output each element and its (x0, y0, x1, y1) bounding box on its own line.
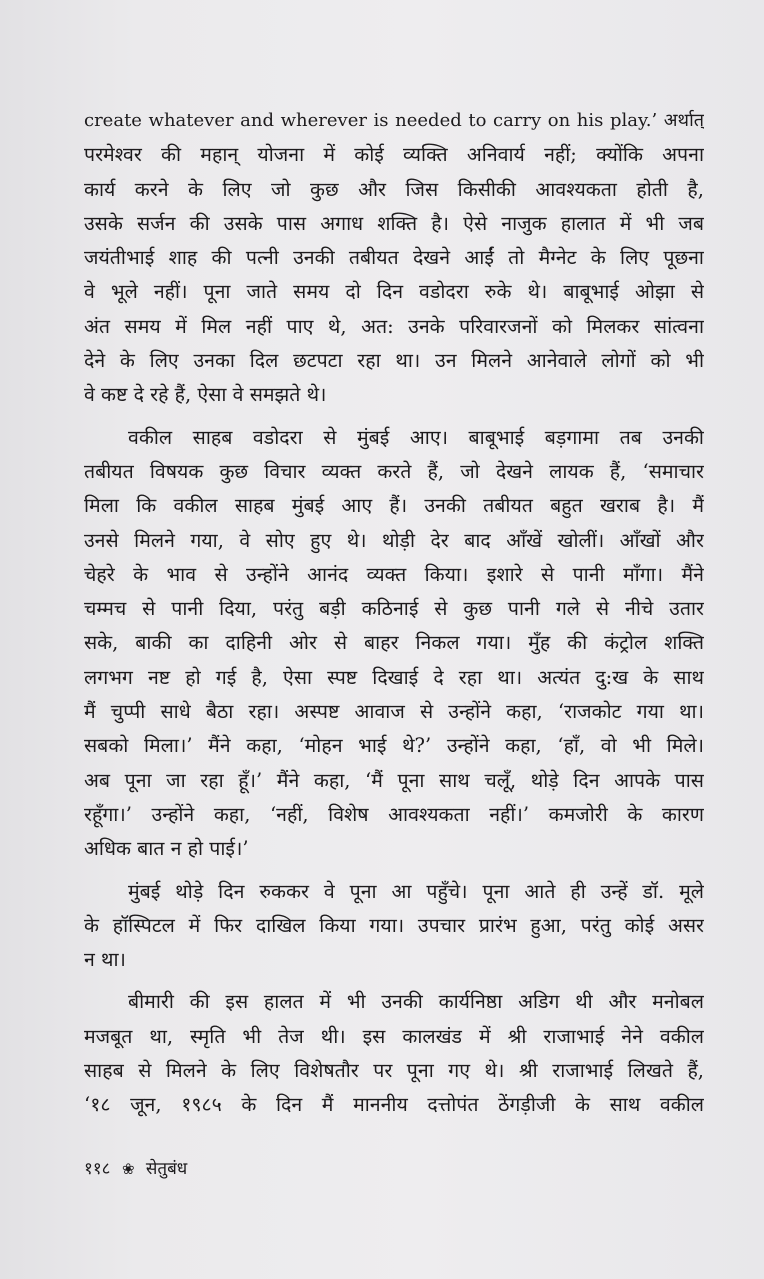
paragraph (84, 104, 704, 413)
paragraph (84, 421, 704, 867)
text-line: वे कष्ट दे रहे हैं, ऐसा वे समझते थे। (84, 383, 327, 407)
text-line: कार्य करने के लिए जो कुछ और जिस किसीकी आवश्यकता होती है, (84, 177, 704, 201)
page-footer (84, 1156, 187, 1182)
text-line: देने के लिए उनका दिल छटपटा रहा था। उन मिलने आनेवाले लोगों को भी (84, 349, 704, 373)
text-line: परमेश्वर की महान् योजना में कोई व्यक्ति अनिवार्य नहीं; क्योंकि अपना (84, 143, 704, 167)
page-number: ११८ (84, 1159, 111, 1179)
text-line: अधिक बात न हो पाई।’ (84, 837, 249, 861)
text-line: सके, बाकी का दाहिनी ओर से बाहर निकल गया। मुँह की कंट्रोल शक्ति (84, 631, 704, 655)
text-line: उसके सर्जन की उसके पास अगाध शक्ति है। ऐसे नाजुक हालात में भी जब (84, 211, 704, 235)
text-line: न था। (84, 948, 126, 972)
text-line: तबीयत विषयक कुछ विचार व्यक्त करते हैं, जो देखने लायक हैं, ‘समाचार (84, 459, 704, 483)
text-line: create whatever and wherever is needed to carry on his play.’ अर्थात् (84, 110, 704, 131)
text-line: वकील साहब वडोदरा से मुंबई आए। बाबूभाई बड़गामा तब उनकी (128, 425, 704, 449)
text-line: के हॉस्पिटल में फिर दाखिल किया गया। उपचार प्रारंभ हुआ, परंतु कोई असर (84, 913, 704, 937)
paragraph (84, 875, 704, 978)
text-line: जयंतीभाई शाह की पत्नी उनकी तबीयत देखने आईं तो मैग्नेट के लिए पूछना (84, 246, 704, 270)
text-line: लगभग नष्ट हो गई है, ऐसा स्पष्ट दिखाई दे रहा था। अत्यंत दु:ख के साथ (84, 665, 704, 689)
text-line: मैं चुप्पी साधे बैठा रहा। अस्पष्ट आवाज से उन्होंने कहा, ‘राजकोट गया था। (84, 700, 704, 724)
text-line: मुंबई थोड़े दिन रुककर वे पूना आ पहुँचे। पूना आते ही उन्हें डॉ. मूले (128, 879, 704, 903)
text-line: वे भूले नहीं। पूना जाते समय दो दिन वडोदरा रुके थे। बाबूभाई ओझा से (84, 280, 704, 304)
text-line: रहूँगा।’ उन्होंने कहा, ‘नहीं, विशेष आवश्यकता नहीं।’ कमजोरी के कारण (84, 802, 704, 826)
text-line: अंत समय में मिल नहीं पाए थे, अत: उनके परिवारजनों को मिलकर सांत्वना (84, 314, 704, 338)
text-line: चेहरे के भाव से उन्होंने आनंद व्यक्त किया। इशारे से पानी माँगा। मैंने (84, 562, 704, 586)
text-line: सबको मिला।’ मैंने कहा, ‘मोहन भाई थे?’ उन्होंने कहा, ‘हाँ, वो भी मिले। (84, 734, 704, 758)
book-title: सेतुबंध (145, 1159, 188, 1179)
text-line: अब पूना जा रहा हूँ।’ मैंने कहा, ‘मैं पूना साथ चलूँ, थोड़े दिन आपके पास (84, 768, 704, 792)
text-line: चम्मच से पानी दिया, परंतु बड़ी कठिनाई से कुछ पानी गले से नीचे उतार (84, 597, 704, 621)
paragraph (84, 985, 704, 1122)
flower-separator-icon: ❀ (121, 1160, 135, 1178)
text-line: साहब से मिलने के लिए विशेषतौर पर पूना गए थे। श्री राजाभाई लिखते हैं, (84, 1059, 704, 1083)
text-line: बीमारी की इस हालत में भी उनकी कार्यनिष्ठा अडिग थी और मनोबल (128, 990, 704, 1014)
text-line: मजबूत था, स्मृति भी तेज थी। इस कालखंड में श्री राजाभाई नेने वकील (84, 1024, 704, 1048)
text-line: मिला कि वकील साहब मुंबई आए हैं। उनकी तबीयत बहुत खराब है। मैं (84, 494, 704, 518)
text-line: उनसे मिलने गया, वे सोए हुए थे। थोड़ी देर बाद आँखें खोलीं। आँखों और (84, 528, 704, 552)
body-text (84, 104, 704, 1123)
text-line: ‘१८ जून, १९८५ के दिन मैं माननीय दत्तोपंत ठेंगड़ीजी के साथ वकील (84, 1093, 704, 1117)
